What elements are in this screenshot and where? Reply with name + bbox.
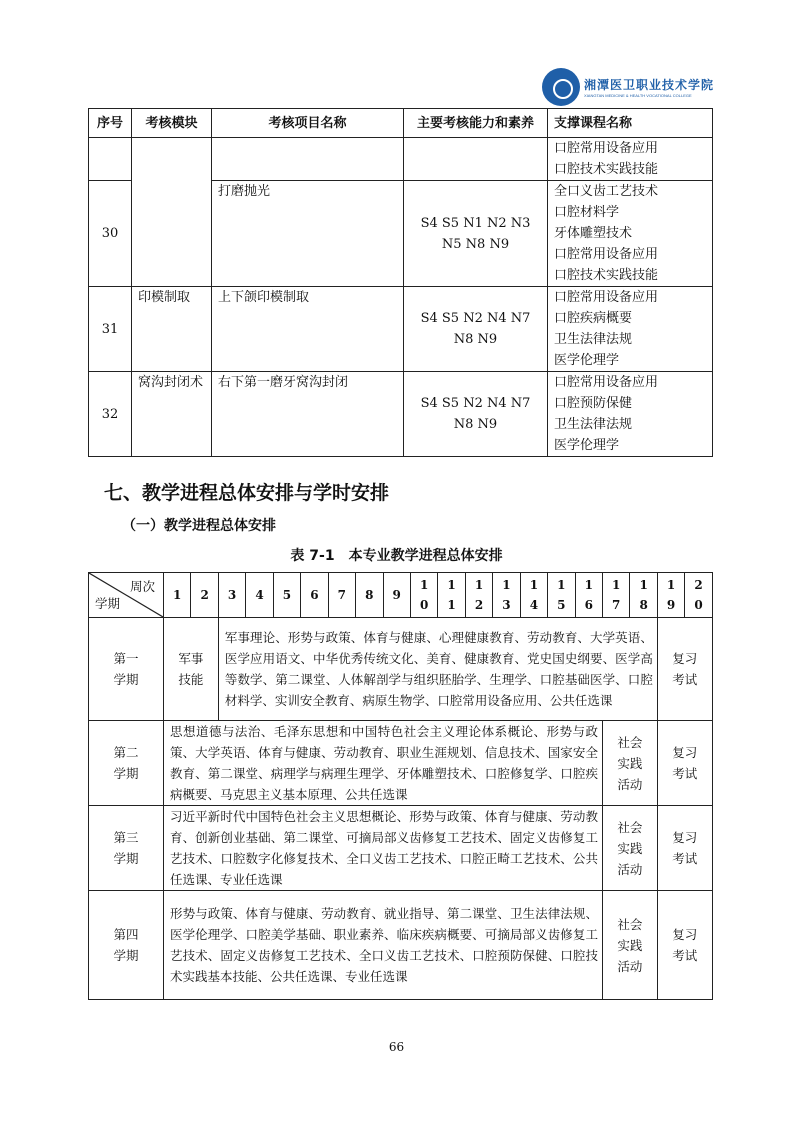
logo-cn: 湘潭医卫职业技术学院 — [584, 78, 715, 92]
table-row — [89, 287, 713, 372]
week-header: 1 8 — [630, 573, 657, 618]
week-header: 5 — [273, 573, 300, 618]
term-label: 第三 学期 — [89, 806, 164, 891]
college-seal-icon — [542, 68, 580, 106]
course: 医学伦理学 — [554, 353, 620, 368]
military-skills: 军事 技能 — [164, 618, 219, 721]
course: 卫生法律法规 — [554, 332, 633, 347]
corner-cell — [89, 573, 164, 618]
week-header: 1 1 — [438, 573, 465, 618]
week-header: 7 — [328, 573, 355, 618]
week-header: 3 — [218, 573, 245, 618]
exam-cell: 复习 考试 — [657, 806, 712, 891]
section-title: 七、教学进程总体安排与学时安排 — [104, 482, 390, 504]
row-courses — [548, 138, 713, 181]
row-no: 32 — [89, 372, 132, 457]
week-header: 1 2 — [465, 573, 492, 618]
term-row — [89, 806, 713, 891]
course: 口腔常用设备应用 — [554, 375, 659, 390]
col-header: 考核模块 — [132, 109, 212, 138]
week-header: 1 7 — [603, 573, 630, 618]
term-courses: 思想道德与法治、毛泽东思想和中国特色社会主义理论体系概论、形势与政策、大学英语、体育与健康、劳动教育、职业生涯规划、信息技术、国家安全教育、第二课堂、病理学与病理生理学、牙体雕塑技术、口腔修复学、口腔疾病概要、马克思主义基本原理、公共任选课 — [164, 721, 603, 806]
course: 口腔技术实践技能 — [554, 162, 659, 177]
course: 口腔常用设备应用 — [554, 247, 659, 262]
week-header: 9 — [383, 573, 410, 618]
assessment-table — [88, 108, 713, 457]
row-ability: S4 S5 N1 N2 N3 N5 N8 N9 — [404, 181, 548, 287]
course: 医学伦理学 — [554, 438, 620, 453]
course: 口腔预防保健 — [554, 396, 633, 411]
week-header: 1 0 — [410, 573, 437, 618]
week-header: 1 9 — [657, 573, 684, 618]
row-no — [89, 138, 132, 181]
table-row — [89, 372, 713, 457]
exam-cell: 复习 考试 — [657, 721, 712, 806]
week-header: 1 — [164, 573, 191, 618]
term-label: 第四 学期 — [89, 891, 164, 1000]
logo-en: XIANGTAN MEDICINE & HEALTH VOCATIONAL COLLEGE — [584, 93, 692, 98]
week-header: 1 6 — [575, 573, 602, 618]
term-row — [89, 891, 713, 1000]
row-module: 窝沟封闭术 — [132, 372, 212, 457]
row-ability: S4 S5 N2 N4 N7 N8 N9 — [404, 287, 548, 372]
week-header: 1 3 — [493, 573, 520, 618]
page-number: 66 — [388, 1040, 405, 1054]
row-item: 右下第一磨牙窝沟封闭 — [212, 372, 404, 457]
row-item — [212, 138, 404, 181]
row-module — [132, 138, 212, 287]
course: 口腔材料学 — [554, 205, 620, 220]
term-courses: 形势与政策、体育与健康、劳动教育、就业指导、第二课堂、卫生法律法规、医学伦理学、口腔美学基础、职业素养、临床疾病概要、可摘局部义齿修复工艺技术、固定义齿修复工艺技术、全口义齿工艺技术、口腔预防保健、口腔技术实践基本技能、公共任选课、专业任选课 — [164, 891, 603, 1000]
week-header: 2 — [191, 573, 218, 618]
college-logo — [542, 68, 714, 106]
course: 口腔疾病概要 — [554, 311, 633, 326]
row-courses — [548, 287, 713, 372]
row-ability — [404, 138, 548, 181]
term-courses: 习近平新时代中国特色社会主义思想概论、形势与政策、体育与健康、劳动教育、创新创业基础、第二课堂、可摘局部义齿修复工艺技术、固定义齿修复工艺技术、口腔数字化修复技术、全口义齿工艺技术、口腔正畸工艺技术、公共任选课、专业任选课 — [164, 806, 603, 891]
course: 口腔常用设备应用 — [554, 290, 659, 305]
col-header: 主要考核能力和素养 — [404, 109, 548, 138]
col-header: 序号 — [89, 109, 132, 138]
row-no: 31 — [89, 287, 132, 372]
term-label: 第一 学期 — [89, 618, 164, 721]
week-header: 4 — [246, 573, 273, 618]
course: 全口义齿工艺技术 — [554, 184, 659, 199]
practice-cell: 社会 实践 活动 — [603, 806, 658, 891]
practice-cell: 社会 实践 活动 — [603, 891, 658, 1000]
row-courses — [548, 372, 713, 457]
row-item: 打磨抛光 — [212, 181, 404, 287]
corner-week-label: 周次 — [129, 579, 155, 594]
table-row — [89, 138, 713, 181]
term-label: 第二 学期 — [89, 721, 164, 806]
row-module: 印模制取 — [132, 287, 212, 372]
row-item: 上下颌印模制取 — [212, 287, 404, 372]
practice-cell: 社会 实践 活动 — [603, 721, 658, 806]
course: 卫生法律法规 — [554, 417, 633, 432]
week-header: 8 — [356, 573, 383, 618]
week-header: 2 0 — [685, 573, 712, 618]
subsection-title: （一）教学进程总体安排 — [122, 518, 276, 534]
table-caption: 表 7-1 本专业教学进程总体安排 — [290, 548, 503, 564]
exam-cell: 复习 考试 — [657, 891, 712, 1000]
corner-term-label: 学期 — [95, 596, 121, 611]
week-header-row — [89, 573, 713, 618]
term-row — [89, 721, 713, 806]
exam-cell: 复习 考试 — [657, 618, 712, 721]
row-no: 30 — [89, 181, 132, 287]
term-courses: 军事理论、形势与政策、体育与健康、心理健康教育、劳动教育、大学英语、医学应用语文、中华优秀传统文化、美育、健康教育、党史国史纲要、医学高等数学、第二课堂、人体解剖学与组织胚胎学、生理学、口腔基础医学、口腔材料学、实训安全教育、病原生物学、口腔常用设备应用、公共任选课 — [218, 618, 657, 721]
course: 牙体雕塑技术 — [554, 226, 633, 241]
week-header: 1 4 — [520, 573, 547, 618]
week-header: 6 — [301, 573, 328, 618]
table-header-row — [89, 109, 713, 138]
col-header: 考核项目名称 — [212, 109, 404, 138]
row-courses — [548, 181, 713, 287]
row-ability: S4 S5 N2 N4 N7 N8 N9 — [404, 372, 548, 457]
col-header: 支撑课程名称 — [548, 109, 713, 138]
course: 口腔技术实践技能 — [554, 268, 659, 283]
teaching-schedule-table — [88, 572, 713, 1000]
term-row — [89, 618, 713, 721]
course: 口腔常用设备应用 — [554, 141, 659, 156]
week-header: 1 5 — [548, 573, 575, 618]
